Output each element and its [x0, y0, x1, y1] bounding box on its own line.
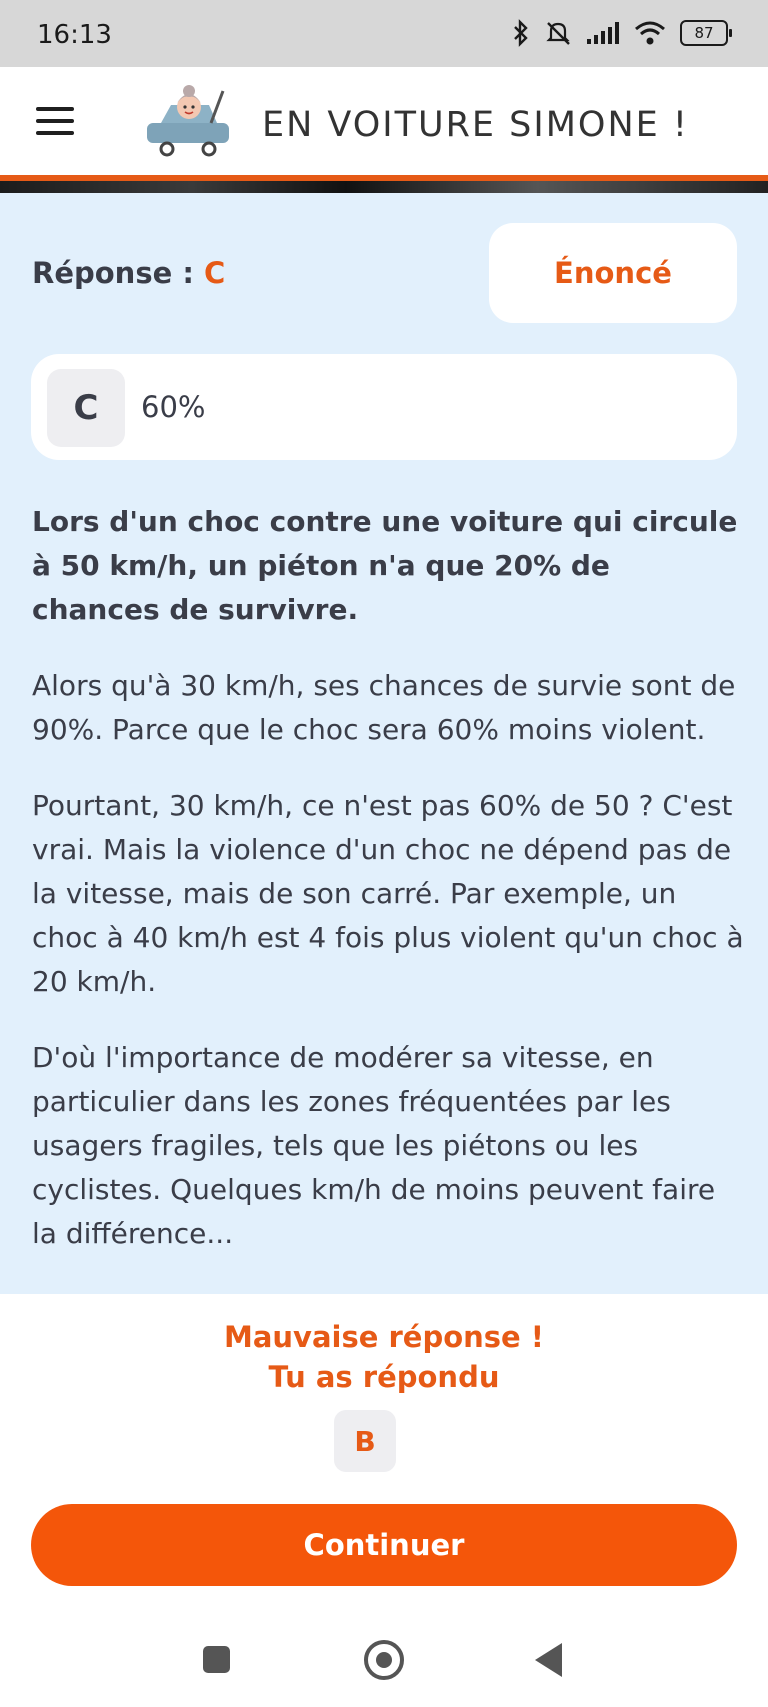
- app-header: [0, 67, 768, 181]
- your-answer-label: Tu as répondu: [268, 1360, 500, 1394]
- mute-icon: [544, 19, 572, 47]
- system-nav-bar: [0, 1608, 768, 1707]
- enonce-button[interactable]: Énoncé: [489, 223, 737, 323]
- hero-image-strip: [0, 181, 768, 193]
- wrong-answer-message: Mauvaise réponse !: [223, 1320, 545, 1354]
- wifi-icon: [634, 20, 666, 46]
- explanation-paragraph-1: Alors qu'à 30 km/h, ses chances de survie sont de 90%. Parce que le choc sera 60% moins violent.: [32, 669, 736, 746]
- explanation-lead: Lors d'un choc contre une voiture qui circule à 50 km/h, un piéton n'a que 20% de chances de survivre.: [32, 505, 738, 626]
- given-answer-letter: B: [334, 1410, 396, 1472]
- recents-icon[interactable]: [203, 1646, 230, 1673]
- menu-icon[interactable]: [36, 107, 74, 135]
- status-icons: [512, 16, 728, 50]
- continue-button[interactable]: Continuer: [31, 1504, 737, 1586]
- back-icon[interactable]: [535, 1643, 562, 1677]
- battery-level: 87: [694, 24, 714, 42]
- signal-icon: [586, 21, 620, 45]
- answer-option-text: 60%: [141, 390, 206, 424]
- explanation-paragraph-2: Pourtant, 30 km/h, ce n'est pas 60% de 50 ? C'est vrai. Mais la violence d'un choc ne dépend pas de la vitesse, mais de son carré. Par exemple, un choc à 40 km/h est 4 fois plus violent qu'un choc à 20 km/h.: [32, 789, 744, 998]
- bluetooth-icon: [512, 19, 530, 47]
- app-title: EN VOITURE SIMONE !: [262, 105, 689, 145]
- response-label: [32, 256, 225, 290]
- feedback-panel: [0, 1294, 768, 1608]
- explanation-paragraph-3: D'où l'importance de modérer sa vitesse, en particulier dans les zones fréquentées par les usagers fragiles, tels que les piétons ou les cyclistes. Quelques km/h de moins peuvent faire la différence...: [32, 1041, 716, 1250]
- explanation-text: [32, 500, 744, 1288]
- battery-icon: [680, 20, 728, 46]
- status-time: 16:13: [37, 20, 112, 50]
- answer-option-letter: C: [47, 369, 125, 447]
- correct-answer-card: [31, 354, 737, 460]
- logo-car-icon: [143, 83, 235, 159]
- status-bar: [0, 0, 768, 67]
- home-icon[interactable]: [364, 1640, 404, 1680]
- correct-answer-letter: C: [204, 256, 226, 290]
- response-label-text: Réponse :: [32, 256, 205, 290]
